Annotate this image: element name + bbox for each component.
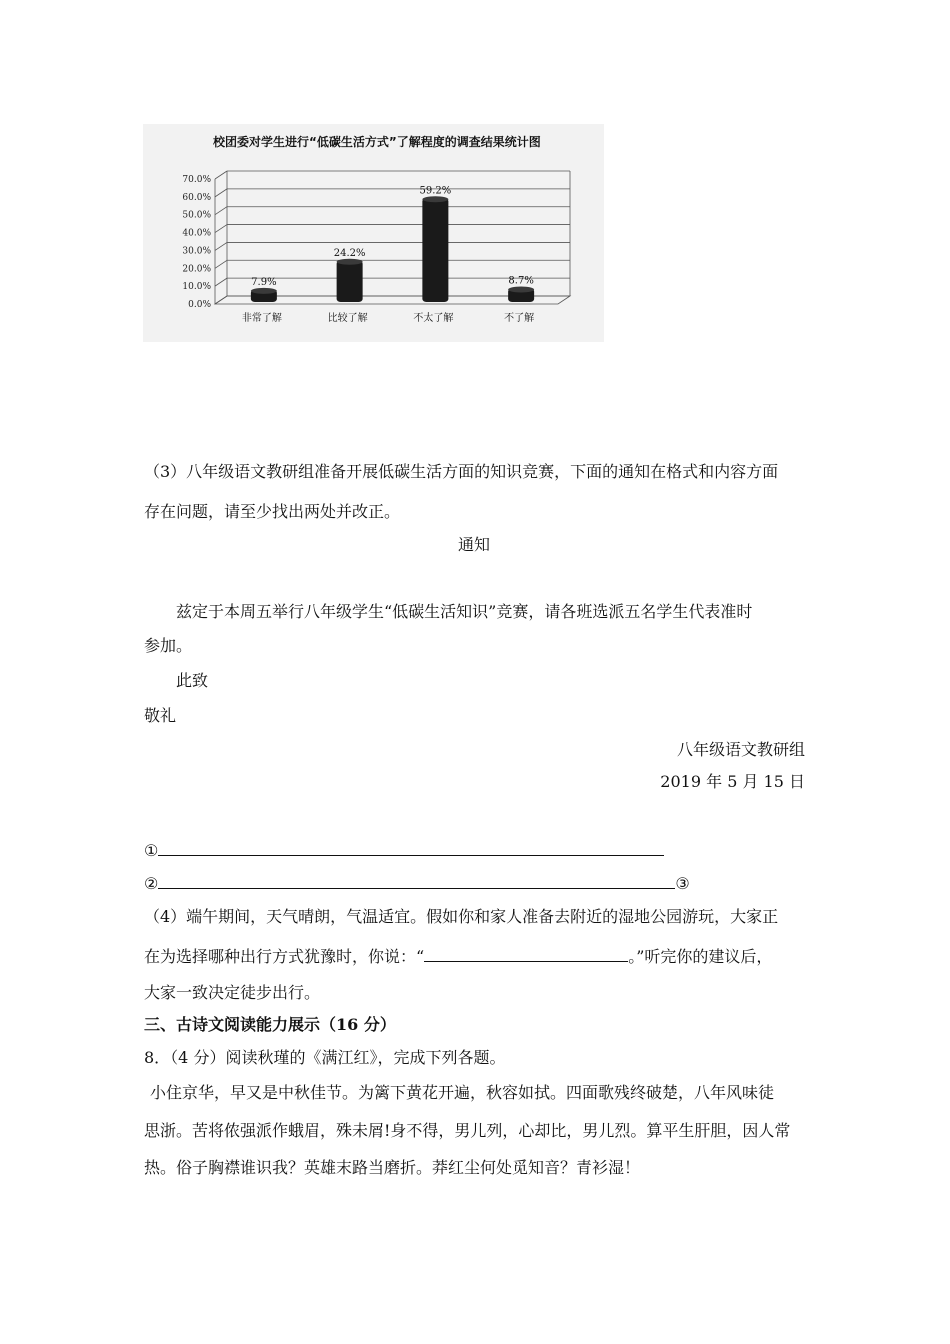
x-category-label: 非常了解 (241, 313, 282, 324)
chart-bar (422, 198, 448, 302)
gridline-side (215, 225, 227, 233)
answer-1-marker: ① (144, 841, 159, 860)
notice-closing-1: 此致 (176, 671, 209, 690)
notice-body-line1: 兹定于本周五举行八年级学生“低碳生活知识”竞赛，请各班选派五名学生代表准时 (176, 602, 753, 621)
chart-data-label: 7.9% (251, 276, 277, 288)
poem-line1: 小住京华，早又是中秋佳节。为篱下黄花开遍，秋容如拭。四面歌残终破楚，八年风味徒 (150, 1083, 775, 1102)
q4-suggestion-blank[interactable] (424, 945, 628, 962)
chart-data-label: 59.2% (419, 185, 452, 197)
gridline-side (215, 260, 227, 268)
x-category-label: 不太了解 (413, 313, 454, 324)
section3-heading: 三、古诗文阅读能力展示（16 分） (144, 1015, 396, 1034)
q4-line1: （4）端午期间，天气晴朗，气温适宜。假如你和家人准备去附近的湿地公园游玩，大家正 (144, 907, 779, 926)
gridline-side (215, 207, 227, 215)
y-tick-label: 40.0% (182, 228, 211, 239)
q4-line2-after: 。”听完你的建议后， (628, 947, 773, 966)
chart-title: 校团委对学生进行“低碳生活方式”了解程度的调查结果统计图 (213, 135, 541, 149)
q4-line2 (144, 945, 772, 967)
x-category-label: 不了解 (504, 313, 535, 324)
y-tick-label: 70.0% (182, 175, 211, 185)
notice-closing-2: 敬礼 (144, 706, 177, 725)
q3-prompt-line2: 存在问题，请至少找出两处并改正。 (144, 502, 401, 521)
answer-2-marker: ② (144, 874, 159, 893)
q8-stem: 8．（4 分）阅读秋瑾的《满江红》，完成下列各题。 (144, 1048, 506, 1067)
notice-body-line2: 参加。 (144, 636, 193, 655)
answer-2-blank[interactable] (158, 872, 675, 889)
q3-prompt-line1: （3）八年级语文教研组准备开展低碳生活方面的知识竞赛，下面的通知在格式和内容方面 (144, 462, 779, 481)
gridline-side (215, 242, 227, 250)
answer-line-1[interactable] (144, 839, 664, 861)
chart-bar-cap (508, 286, 534, 292)
notice-title: 通知 (458, 535, 491, 554)
poem-line3: 热。俗子胸襟谁识我？英雄末路当磨折。莽红尘何处觅知音？青衫湿！ (144, 1158, 641, 1177)
x-category-label: 比较了解 (327, 313, 368, 324)
y-tick-label: 10.0% (182, 282, 211, 293)
notice-signer: 八年级语文教研组 (676, 740, 805, 759)
y-tick-label: 0.0% (188, 300, 211, 310)
gridline-side (215, 189, 227, 197)
poem-line2: 思浙。苦将侬强派作蛾眉，殊未屑!身不得，男儿列，心却比，男儿烈。算平生肝胆，因人常 (144, 1121, 791, 1140)
y-tick-label: 20.0% (182, 264, 211, 275)
answer-2-tail: ③ (675, 874, 690, 893)
gridline-side (215, 171, 227, 179)
q4-line2-before: 在为选择哪种出行方式犹豫时，你说：“ (144, 947, 425, 966)
chart-data-label: 24.2% (333, 247, 366, 259)
y-tick-label: 60.0% (182, 192, 211, 203)
survey-chart-svg (143, 124, 604, 342)
chart-bar-cap (422, 196, 448, 202)
survey-chart (143, 124, 604, 342)
notice-date: 2019 年 5 月 15 日 (660, 772, 805, 791)
chart-bar-cap (337, 259, 363, 265)
answer-1-blank[interactable] (158, 839, 664, 856)
gridline-side (215, 278, 227, 286)
chart-bar-cap (251, 288, 277, 294)
y-tick-label: 50.0% (182, 210, 211, 221)
q4-line3: 大家一致决定徒步出行。 (144, 983, 321, 1002)
chart-data-label: 8.7% (508, 275, 534, 287)
chart-bar (337, 261, 363, 302)
y-tick-label: 30.0% (182, 246, 211, 257)
answer-line-2[interactable] (144, 872, 690, 894)
